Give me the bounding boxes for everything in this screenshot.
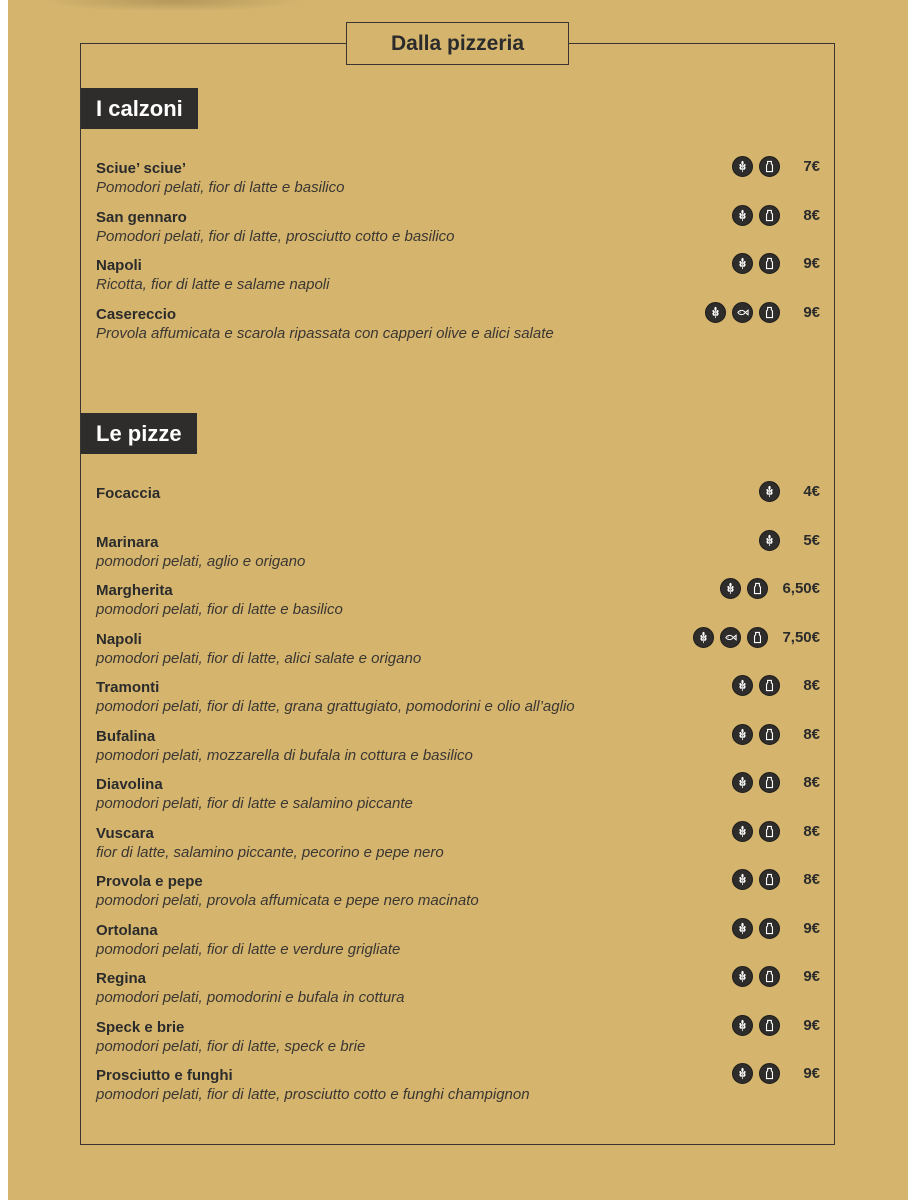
milk-icon — [759, 1015, 780, 1036]
milk-icon — [759, 302, 780, 323]
menu-item — [96, 303, 820, 355]
calzoni-list — [96, 160, 820, 354]
item-price: 8€ — [803, 725, 820, 743]
milk-icon — [759, 253, 780, 274]
wheat-icon — [732, 675, 753, 696]
item-meta — [759, 530, 820, 551]
wheat-icon — [732, 966, 753, 987]
menu-item — [96, 531, 820, 583]
item-meta — [732, 772, 820, 793]
item-description: Ricotta, fior di latte e salame napoli — [96, 276, 330, 293]
milk-icon — [759, 772, 780, 793]
milk-icon — [747, 627, 768, 648]
menu-item — [96, 919, 820, 971]
item-description: pomodori pelati, fior di latte, grana grattugiato, pomodorini e olio all’aglio — [96, 698, 575, 715]
menu-item — [96, 970, 820, 1019]
item-name: Bufalina — [96, 727, 156, 745]
milk-icon — [759, 675, 780, 696]
wheat-icon — [732, 821, 753, 842]
item-price: 9€ — [803, 1065, 820, 1082]
milk-icon — [759, 966, 780, 987]
fish-icon — [720, 627, 741, 648]
item-name: Prosciutto e funghi — [96, 1067, 233, 1084]
item-description: Pomodori pelati, fior di latte e basilico — [96, 179, 345, 196]
item-description: pomodori pelati, fior di latte, prosciutto cotto e funghi champignon — [96, 1086, 530, 1103]
item-description: fior di latte, salamino piccante, pecorino e pepe nero — [96, 843, 444, 861]
item-price: 9€ — [803, 255, 820, 272]
item-description: pomodori pelati, pomodorini e bufala in cottura — [96, 989, 405, 1006]
item-name: Napoli — [96, 257, 142, 274]
item-name: Sciue’ sciue’ — [96, 160, 187, 177]
milk-icon — [759, 156, 780, 177]
page-title: Dalla pizzeria — [346, 22, 569, 65]
menu-item — [96, 257, 820, 306]
item-name: San gennaro — [96, 208, 187, 226]
menu-page — [8, 0, 908, 1200]
item-name: Marinara — [96, 533, 159, 551]
item-name: Provola e pepe — [96, 873, 203, 890]
item-price: 9€ — [803, 968, 820, 985]
menu-item — [96, 1067, 820, 1116]
menu-item — [96, 485, 820, 534]
item-meta — [732, 821, 820, 842]
wheat-icon — [732, 205, 753, 226]
menu-item — [96, 1016, 820, 1068]
item-meta — [759, 481, 820, 502]
item-price: 9€ — [803, 919, 820, 937]
item-description: pomodori pelati, fior di latte e verdure grigliate — [96, 940, 401, 958]
menu-item — [96, 725, 820, 777]
wheat-icon — [732, 253, 753, 274]
menu-item — [96, 822, 820, 874]
item-price: 7,50€ — [782, 628, 820, 646]
fish-icon — [732, 302, 753, 323]
menu-item — [96, 679, 820, 728]
item-meta — [693, 627, 820, 648]
item-price: 8€ — [803, 871, 820, 888]
item-name: Diavolina — [96, 776, 163, 793]
item-price: 8€ — [803, 774, 820, 791]
item-name: Speck e brie — [96, 1018, 185, 1036]
item-description: pomodori pelati, provola affumicata e pepe nero macinato — [96, 892, 479, 909]
item-description: pomodori pelati, aglio e origano — [96, 552, 306, 570]
item-price: 5€ — [803, 531, 820, 549]
section-title-calzoni: I calzoni — [81, 88, 198, 129]
milk-icon — [759, 918, 780, 939]
item-price: 8€ — [803, 822, 820, 840]
item-description: pomodori pelati, fior di latte e salamino piccante — [96, 795, 413, 812]
pizze-list — [96, 485, 820, 1116]
item-price: 7€ — [803, 158, 820, 175]
item-description: Pomodori pelati, fior di latte, prosciutto cotto e basilico — [96, 227, 455, 245]
item-description: pomodori pelati, fior di latte, alici salate e origano — [96, 649, 422, 667]
item-meta — [732, 724, 820, 745]
menu-item — [96, 628, 820, 680]
wheat-icon — [759, 530, 780, 551]
item-meta — [732, 918, 820, 939]
menu-item — [96, 160, 820, 209]
item-name: Napoli — [96, 630, 142, 648]
photo-shadow — [38, 0, 308, 12]
item-price: 8€ — [803, 206, 820, 224]
menu-item — [96, 206, 820, 258]
item-meta — [732, 156, 820, 177]
milk-icon — [759, 1063, 780, 1084]
wheat-icon — [732, 156, 753, 177]
item-name: Vuscara — [96, 824, 154, 842]
menu-item — [96, 582, 820, 631]
item-meta — [720, 578, 820, 599]
menu-item — [96, 776, 820, 825]
item-price: 8€ — [803, 677, 820, 694]
milk-icon — [759, 724, 780, 745]
milk-icon — [759, 869, 780, 890]
item-name: Ortolana — [96, 921, 158, 939]
menu-item — [96, 873, 820, 922]
item-description: pomodori pelati, fior di latte, speck e brie — [96, 1037, 366, 1055]
milk-icon — [747, 578, 768, 599]
milk-icon — [759, 821, 780, 842]
item-description: pomodori pelati, fior di latte e basilico — [96, 601, 343, 618]
wheat-icon — [732, 918, 753, 939]
item-price: 9€ — [803, 303, 820, 321]
item-meta — [732, 1015, 820, 1036]
wheat-icon — [693, 627, 714, 648]
item-description: pomodori pelati, mozzarella di bufala in cottura e basilico — [96, 746, 473, 764]
item-name: Regina — [96, 970, 147, 987]
item-name: Margherita — [96, 582, 173, 599]
item-price: 6,50€ — [782, 580, 820, 597]
wheat-icon — [732, 772, 753, 793]
wheat-icon — [732, 724, 753, 745]
item-meta — [732, 205, 820, 226]
wheat-icon — [732, 1063, 753, 1084]
wheat-icon — [705, 302, 726, 323]
item-meta — [732, 1063, 820, 1084]
item-meta — [705, 302, 820, 323]
wheat-icon — [732, 869, 753, 890]
item-name: Tramonti — [96, 679, 160, 696]
item-meta — [732, 966, 820, 987]
item-price: 4€ — [803, 483, 820, 500]
item-price: 9€ — [803, 1016, 820, 1034]
item-meta — [732, 675, 820, 696]
item-meta — [732, 253, 820, 274]
item-name: Casereccio — [96, 305, 177, 323]
item-meta — [732, 869, 820, 890]
wheat-icon — [759, 481, 780, 502]
wheat-icon — [720, 578, 741, 599]
item-description: Provola affumicata e scarola ripassata con capperi olive e alici salate — [96, 324, 554, 342]
wheat-icon — [732, 1015, 753, 1036]
section-title-pizze: Le pizze — [81, 413, 197, 454]
milk-icon — [759, 205, 780, 226]
item-name: Focaccia — [96, 485, 161, 502]
